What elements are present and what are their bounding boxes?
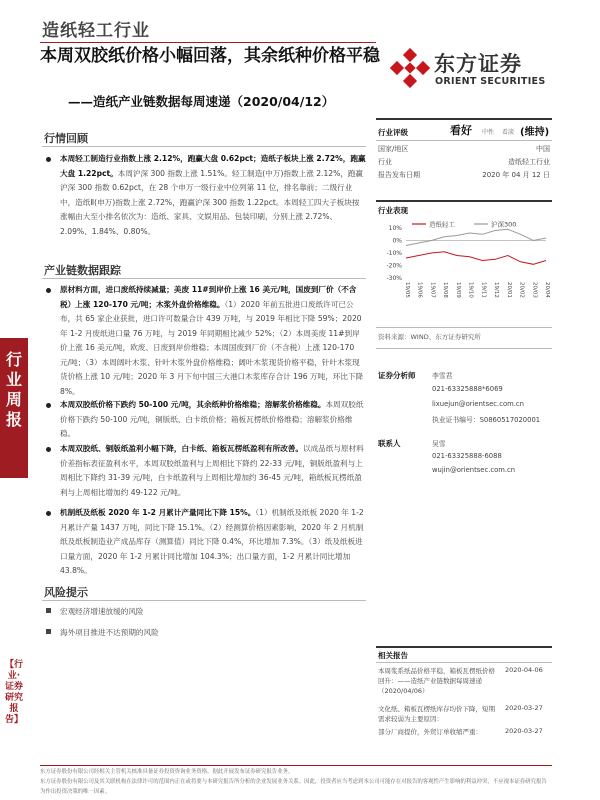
- series-line: [406, 229, 546, 245]
- related-report-date: 2020-03-27: [505, 704, 543, 712]
- risk-item: [46, 606, 144, 617]
- related-report-date: 2020-03-27: [505, 727, 543, 735]
- bullet-dot: [46, 447, 51, 452]
- report-subtitle: ——造纸产业链数据每周速递（2020/04/12）: [68, 94, 335, 109]
- footer-disclaimer: [40, 767, 552, 797]
- section-rule: [42, 278, 366, 279]
- logo-en-text: ORIENT SECURITIES: [435, 76, 546, 87]
- footer-line-2: 东方证券股份有限公司及其关联机构在法律许可的范围内正在或将要与本研究报告所分析的企业发展业务关系。因此，投资者应当考虑到本公司可能存在对报告的客观性产生影响的利益冲突，不应视本证券研究报告为作出投资决策的唯一因素。: [40, 779, 547, 795]
- series-line: [406, 252, 546, 264]
- section-rule: [42, 146, 366, 147]
- info-row: [378, 170, 550, 182]
- panel-rule: [376, 646, 552, 648]
- bullet-lead: 本周轻工制造行业指数上涨 2.12%，跑赢大盘 0.62pct；造纸子板块上涨 2.72%，跑赢大盘 1.22pct。: [60, 154, 366, 178]
- panel-rule: [376, 662, 552, 663]
- x-tick-label: 19/06: [416, 282, 423, 298]
- related-report-link[interactable]: 部分厂商提价，外贸订单收缩严重：: [378, 728, 482, 736]
- x-tick-label: 20/04: [544, 282, 550, 298]
- industry-label: 造纸轻工行业: [42, 21, 150, 41]
- analyst-label: 证券分析师: [378, 371, 416, 380]
- bullet-market-review: [46, 152, 366, 239]
- x-tick-label: 19/09: [454, 282, 461, 298]
- info-value: 2020 年 04 月 12 日: [482, 171, 550, 179]
- bullet-chain-3: [46, 442, 366, 500]
- x-tick-label: 19/12: [493, 282, 500, 298]
- panel-rule: [376, 348, 552, 349]
- bullet-lead: 原材料方面，进口废纸持续减量；美废 11#到岸价上涨 16 美元/吨，国废到厂价（不含税）上涨 120-170 元/吨；木浆外盘价格维稳。: [60, 285, 357, 309]
- analyst-phone: 021-63325888*6069: [432, 385, 503, 393]
- logo-mark-icon: [390, 48, 430, 88]
- logo-cn-text: 东方证券: [434, 52, 522, 76]
- bullet-chain-1: [46, 283, 366, 399]
- footer-rule: [40, 765, 552, 766]
- bullet-dot: [46, 511, 51, 516]
- section-title-risk: 风险提示: [44, 586, 88, 599]
- panel-rule: [376, 327, 552, 328]
- rating-keep: (维持): [520, 127, 550, 138]
- orient-securities-logo: [388, 46, 568, 96]
- x-tick-label: 20/01: [505, 282, 512, 298]
- info-row: [378, 144, 550, 156]
- related-title: 相关报告: [378, 651, 408, 660]
- bullet-text: 本周沪深 300 指数上涨 1.51%。轻工制造(中万)指数上涨 2.12%，跑赢沪深 300 指数 0.62pct，在 28 个申万一级行业中位列第 11 位，排名靠前；二级行业中，造纸Ⅱ(申万)指数上涨 2.72%，跑赢沪深 300 指数 1.22pct。本周轻工四大子板块按涨幅由大至小排名依次为：造纸、家具、文娱用品、包装印刷，分别上涨 2.72%、2.09%、1.84%、0.80%。: [60, 168, 364, 236]
- contact-name: 吴雪: [432, 440, 446, 448]
- related-report-link[interactable]: 本周浆系纸品价格平稳，箱板瓦楞纸价格回升：——造纸产业链数据每周速递（2020/04/06）: [378, 667, 495, 695]
- x-tick-label: 19/10: [467, 282, 474, 298]
- bullet-dot: [46, 288, 51, 293]
- bullet-lead: 本周双胶纸价格下跌约 50-100 元/吨，其余纸种价格维稳；溶解浆价格维稳。: [60, 400, 326, 409]
- contact-label: 联系人: [378, 439, 401, 448]
- bullet-lead: 机制纸及纸板 2020 年 1-2 月累计产量同比下降 15%。: [60, 508, 256, 517]
- info-key: 报告发布日期: [378, 171, 420, 179]
- panel-rule: [376, 200, 552, 202]
- analyst-cert: 执业证书编号：S0860517020001: [432, 416, 541, 424]
- section-rule: [42, 600, 366, 601]
- bullet-lead: 本周双胶纸、铜版纸盈利小幅下降，白卡纸、箱板瓦楞纸盈利有所改善。: [60, 444, 303, 453]
- side-vertical-label: 【行业·证券研究报告】: [4, 660, 23, 725]
- bullet-square-icon: [46, 608, 51, 613]
- risk-text: 宏观经济增速放缓的风险: [60, 607, 144, 616]
- x-tick-label: 19/05: [404, 282, 410, 298]
- contact-phone: 021-63325888-6088: [432, 452, 502, 460]
- info-row: [378, 157, 550, 169]
- info-key: 国家/地区: [378, 145, 409, 153]
- x-tick-label: 20/03: [531, 282, 538, 298]
- bullet-text: 以成品纸与原材料价差指标表征盈利水平，本周双胶纸盈利与上周相比下降约 22-33 元/吨，铜版纸盈利与上周相比下降约 31-39 元/吨，白卡纸盈利与上周相比增加约 36-45 元/吨，箱纸板瓦楞纸盈利与上周相比增加约 49-122 元/吨。: [60, 444, 364, 497]
- bullet-text: （1）2020 年前五批进口废纸许可已公布，共 65 家企业获批，进口许可数量合计 439 万吨，与 2019 年相比下降 59%；2020 年 1-2 月废纸进口量 76 万吨，与 2019 年同期相比减少 52%；（2）本周美废 11#到岸价上涨 16 美元/吨，欧废、日废到岸价维稳；本周国废到厂价（不含税）上涨 120-170 元/吨；（3）本周阔叶木浆、针叶木浆外盘价格维稳；阔叶木浆现货价格平稳，针叶木浆现货价格上涨 10 元/吨；2020 年 3 月下旬中国三大港口木浆库存合计 196 万吨，环比下降 8%。: [60, 299, 364, 396]
- rating-value: 看好: [450, 124, 472, 137]
- related-report-date: 2020-04-06: [505, 666, 543, 674]
- chart-source: 资料来源：WIND、东方证券研究所: [378, 333, 481, 341]
- bullet-chain-4: [46, 506, 366, 579]
- info-value: 造纸轻工行业: [508, 158, 550, 166]
- y-tick-label: -10%: [386, 250, 402, 257]
- bullet-square-icon: [46, 629, 51, 634]
- performance-title: 行业表现: [378, 206, 408, 215]
- info-value: 中国: [536, 145, 550, 153]
- bullet-dot: [46, 403, 51, 408]
- analyst-name: 李雪君: [432, 372, 453, 380]
- report-title: 本周双胶纸价格小幅回落，其余纸种价格平稳: [40, 46, 380, 66]
- section-title-market-review: 行情回顾: [44, 132, 88, 145]
- rating-option: 看淡: [502, 129, 515, 136]
- risk-item: [46, 627, 159, 638]
- panel-rule: [376, 118, 552, 120]
- y-tick-label: 0%: [392, 237, 402, 245]
- analyst-email[interactable]: lixuejun@orientsec.com.cn: [432, 400, 524, 408]
- x-tick-label: 19/11: [480, 282, 487, 298]
- section-title-chain: 产业链数据跟踪: [44, 264, 121, 277]
- legend-label: 沪深300: [491, 220, 517, 229]
- risk-text: 海外项目推进不达预期的风险: [60, 628, 159, 637]
- related-report-link[interactable]: 文化纸、箱板瓦楞纸库存均价下降，短期需求较弱为主要原因：: [378, 705, 495, 723]
- rating-label: 行业评级: [378, 128, 408, 137]
- footer-line-1: 东方证券股份有限公司经相关主管机关核准具备证券投资咨询业务资格，据此开展发布证券研究报告业务。: [40, 769, 294, 775]
- header-rule: [40, 42, 376, 43]
- bullet-chain-2: [46, 398, 366, 442]
- bullet-text: 本周双胶纸价格下跌约 50-100 元/吨，铜版纸、白卡纸价格；箱板瓦楞纸价格维稳；溶解浆价格维稳。: [60, 400, 364, 438]
- y-tick-label: -30%: [386, 275, 402, 282]
- x-tick-label: 19/07: [429, 282, 436, 298]
- legend-label: 造纸轻工: [429, 220, 455, 229]
- performance-chart: [376, 216, 552, 316]
- info-key: 行业: [378, 158, 392, 166]
- y-tick-label: 10%: [388, 225, 402, 232]
- rating-option: 中性: [482, 129, 495, 136]
- side-band-label: 行业周报: [5, 350, 22, 429]
- contact-email[interactable]: wujin@orientsec.com.cn: [432, 466, 516, 474]
- panel-rule: [376, 140, 552, 141]
- x-tick-label: 19/08: [442, 282, 449, 298]
- y-tick-label: -20%: [386, 262, 402, 270]
- bullet-text: （1）机制纸及纸板 2020 年 1-2 月累计产量 1437 万吨，同比下降 15.1%。（2）经测算价格因素影响，2020 年 2 月机制纸及纸板制造业产成品库存（测算值）同比下降 0.4%，环比增加 7.3%。（3）纸及纸板进口量方面，2020 年 1-2 月累计同比增加 104.3%；出口量方面，1-2 月累计同比增加 43.8%。: [60, 508, 364, 575]
- bullet-dot: [46, 157, 51, 162]
- x-tick-label: 20/02: [518, 282, 525, 298]
